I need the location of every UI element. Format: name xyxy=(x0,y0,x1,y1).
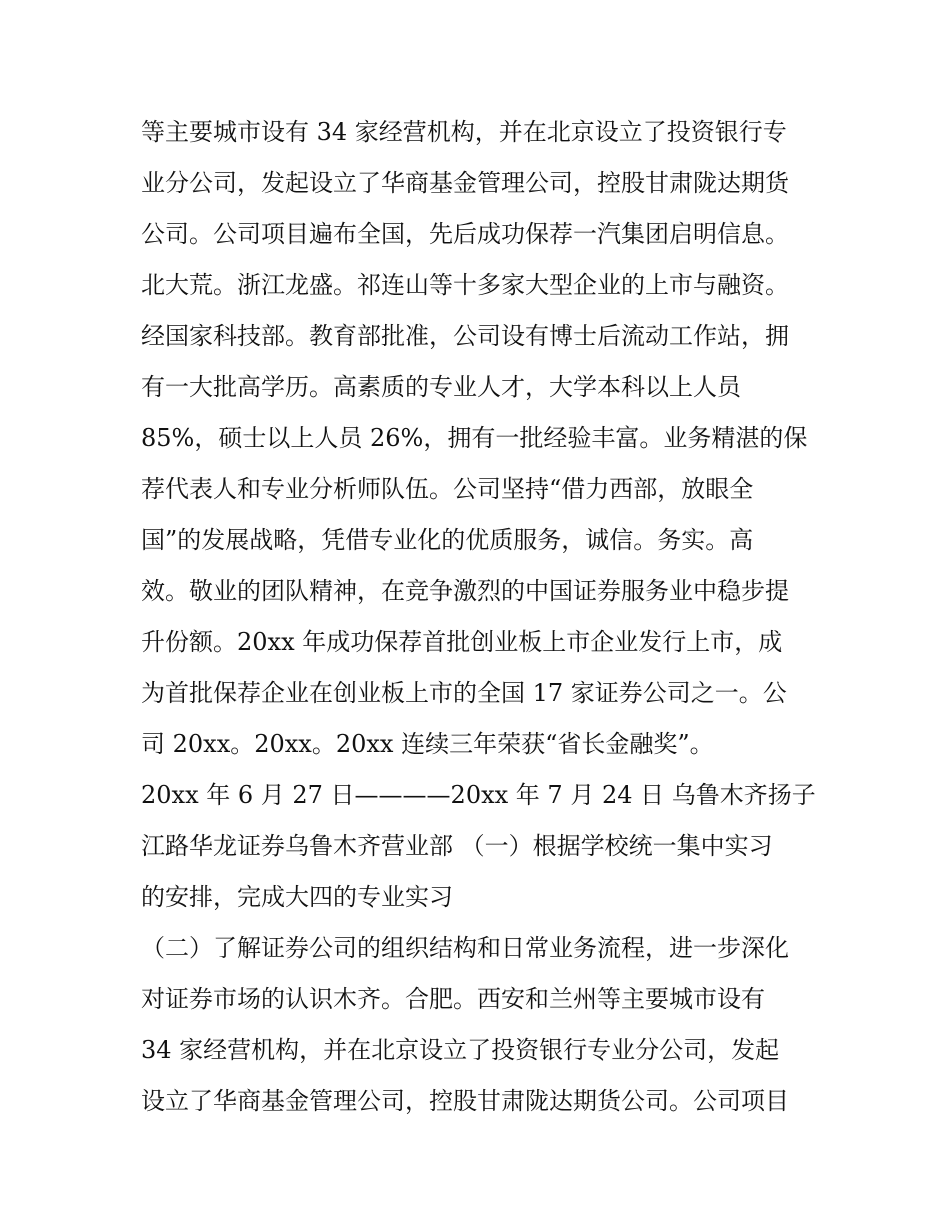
text-line-10: 效。敬业的团队精神，在竞争激烈的中国证券服务业中稳步提 xyxy=(141,577,789,605)
text-line-16: 的安排，完成大四的专业实习 xyxy=(141,883,453,911)
text-line-8: 荐代表人和专业分析师队伍。公司坚持“借力西部，放眼全 xyxy=(141,475,754,503)
text-line-17: （二）了解证券公司的组织结构和日常业务流程，进一步深化 xyxy=(141,934,789,962)
text-line-6: 有一大批高学历。高素质的专业人才，大学本科以上人员 xyxy=(141,373,741,401)
text-line-14: 20xx 年 6 月 27 日————20xx 年 7 月 24 日 乌鲁木齐扬子 xyxy=(141,781,816,809)
body-text xyxy=(141,107,821,1127)
text-line-19: 34 家经营机构，并在北京设立了投资银行专业分公司，发起 xyxy=(141,1036,780,1064)
text-line-18: 对证券市场的认识木齐。合肥。西安和兰州等主要城市设有 xyxy=(141,985,765,1013)
text-line-5: 经国家科技部。教育部批准，公司设有博士后流动工作站，拥 xyxy=(141,322,789,350)
text-line-20: 设立了华商基金管理公司，控股甘肃陇达期货公司。公司项目 xyxy=(141,1087,789,1115)
text-line-7: 85%，硕士以上人员 26%，拥有一批经验丰富。业务精湛的保 xyxy=(141,424,808,452)
text-line-9: 国”的发展战略，凭借专业化的优质服务，诚信。务实。高 xyxy=(141,526,754,554)
text-line-1: 等主要城市设有 34 家经营机构，并在北京设立了投资银行专 xyxy=(141,118,787,146)
text-line-11: 升份额。20xx 年成功保荐首批创业板上市企业发行上市，成 xyxy=(141,628,783,656)
text-line-4: 北大荒。浙江龙盛。祁连山等十多家大型企业的上市与融资。 xyxy=(141,271,789,299)
text-line-2: 业分公司，发起设立了华商基金管理公司，控股甘肃陇达期货 xyxy=(141,169,789,197)
text-line-12: 为首批保荐企业在创业板上市的全国 17 家证券公司之一。公 xyxy=(141,679,787,707)
text-line-15: 江路华龙证券乌鲁木齐营业部 （一）根据学校统一集中实习 xyxy=(141,832,773,860)
text-line-3: 公司。公司项目遍布全国，先后成功保荐一汽集团启明信息。 xyxy=(141,220,789,248)
text-line-13: 司 20xx。20xx。20xx 连续三年荣获“省长金融奖”。 xyxy=(141,730,714,758)
